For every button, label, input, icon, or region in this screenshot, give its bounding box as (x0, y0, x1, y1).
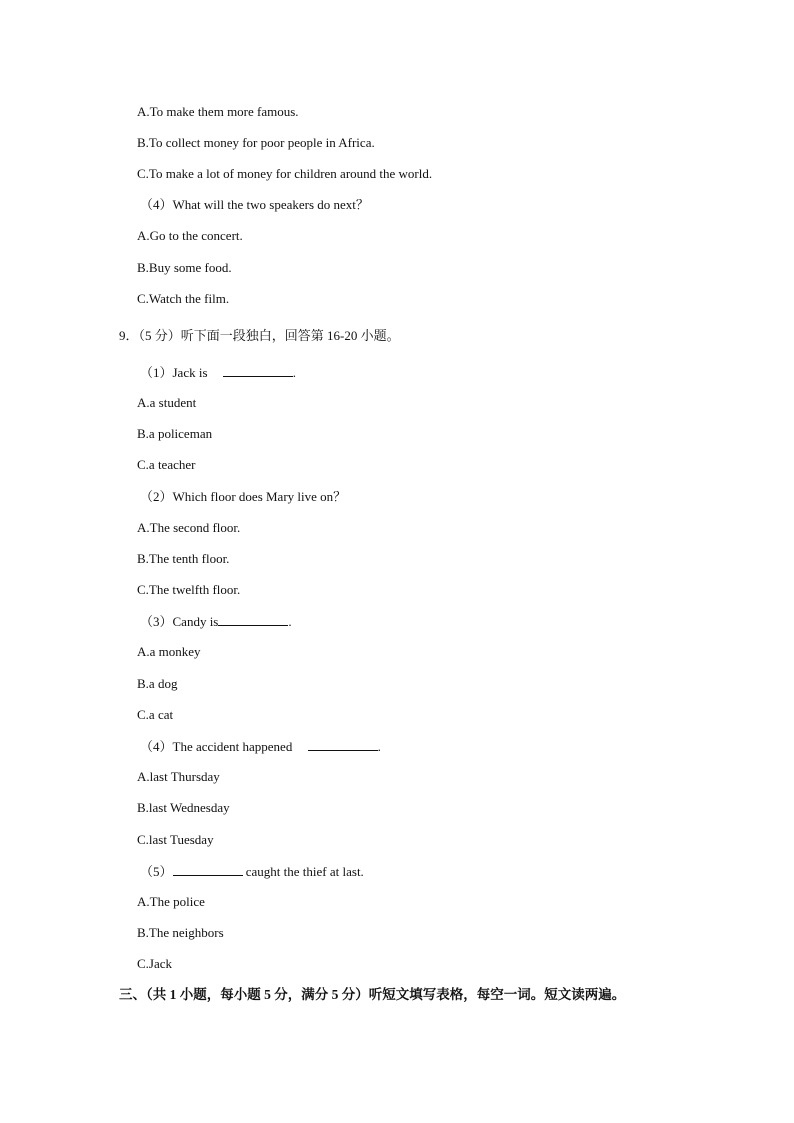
q9-1-option-c: C.a teacher (137, 457, 196, 472)
q9-sub-1-period: . (292, 365, 297, 380)
q9-sub-2: （2）Which floor does Mary live on？ (140, 489, 347, 504)
q8-3-option-c: C.To make a lot of money for children around the world. (137, 166, 433, 181)
q9-2-option-c: C.The twelfth floor. (137, 582, 241, 597)
q8-3-option-b: B.To collect money for poor people in Africa. (137, 135, 375, 150)
answer-blank (308, 738, 378, 751)
q9-sub-1 (140, 364, 296, 381)
q9-4-option-a: A.last Thursday (137, 769, 220, 784)
q9-sub-5 (140, 863, 364, 880)
q8-4-option-b: B.Buy some food. (137, 260, 232, 275)
q9-3-option-b: B.a dog (137, 676, 178, 691)
q9-sub-5-text: caught the thief at last. (242, 864, 364, 879)
q9-5-option-b: B.The neighbors (137, 925, 224, 940)
q9-2-option-b: B.The tenth floor. (137, 551, 230, 566)
q9-sub-3-period: . (288, 614, 292, 629)
q9-3-option-a: A.a monkey (137, 644, 201, 659)
q9-2-option-a: A.The second floor. (137, 520, 241, 535)
q8-4-option-c: C.Watch the film. (137, 291, 230, 306)
q8-4-option-a: A.Go to the concert. (137, 228, 243, 243)
q9-4-option-c: C.last Tuesday (137, 832, 214, 847)
answer-blank (223, 364, 293, 377)
q9-sub-3-text: （3）Candy is (140, 614, 219, 629)
q9-sub-3 (140, 613, 292, 630)
q9-heading: 9．（5 分）听下面一段独白，回答第 16-20 小题。 (119, 328, 400, 343)
q9-1-option-b: B.a policeman (137, 426, 213, 441)
q9-3-option-c: C.a cat (137, 707, 174, 722)
q8-sub-4: （4）What will the two speakers do next？ (140, 197, 369, 212)
q9-4-option-b: B.last Wednesday (137, 800, 230, 815)
answer-blank (173, 863, 243, 876)
q9-sub-5-number: （5） (140, 864, 173, 879)
q9-sub-4-text: （4）The accident happened (140, 739, 293, 754)
q9-sub-4 (140, 738, 381, 755)
q9-5-option-a: A.The police (137, 894, 205, 909)
answer-blank (218, 613, 288, 626)
q9-1-option-a: A.a student (137, 395, 197, 410)
section-3-heading: 三、（共 1 小题，每小题 5 分，满分 5 分）听短文填写表格，每空一词。短文读两遍。 (119, 987, 626, 1002)
q8-3-option-a: A.To make them more famous. (137, 104, 299, 119)
q9-sub-4-period: . (377, 739, 381, 754)
q9-5-option-c: C.Jack (137, 956, 173, 971)
q9-sub-1-text: （1）Jack is (140, 365, 208, 380)
